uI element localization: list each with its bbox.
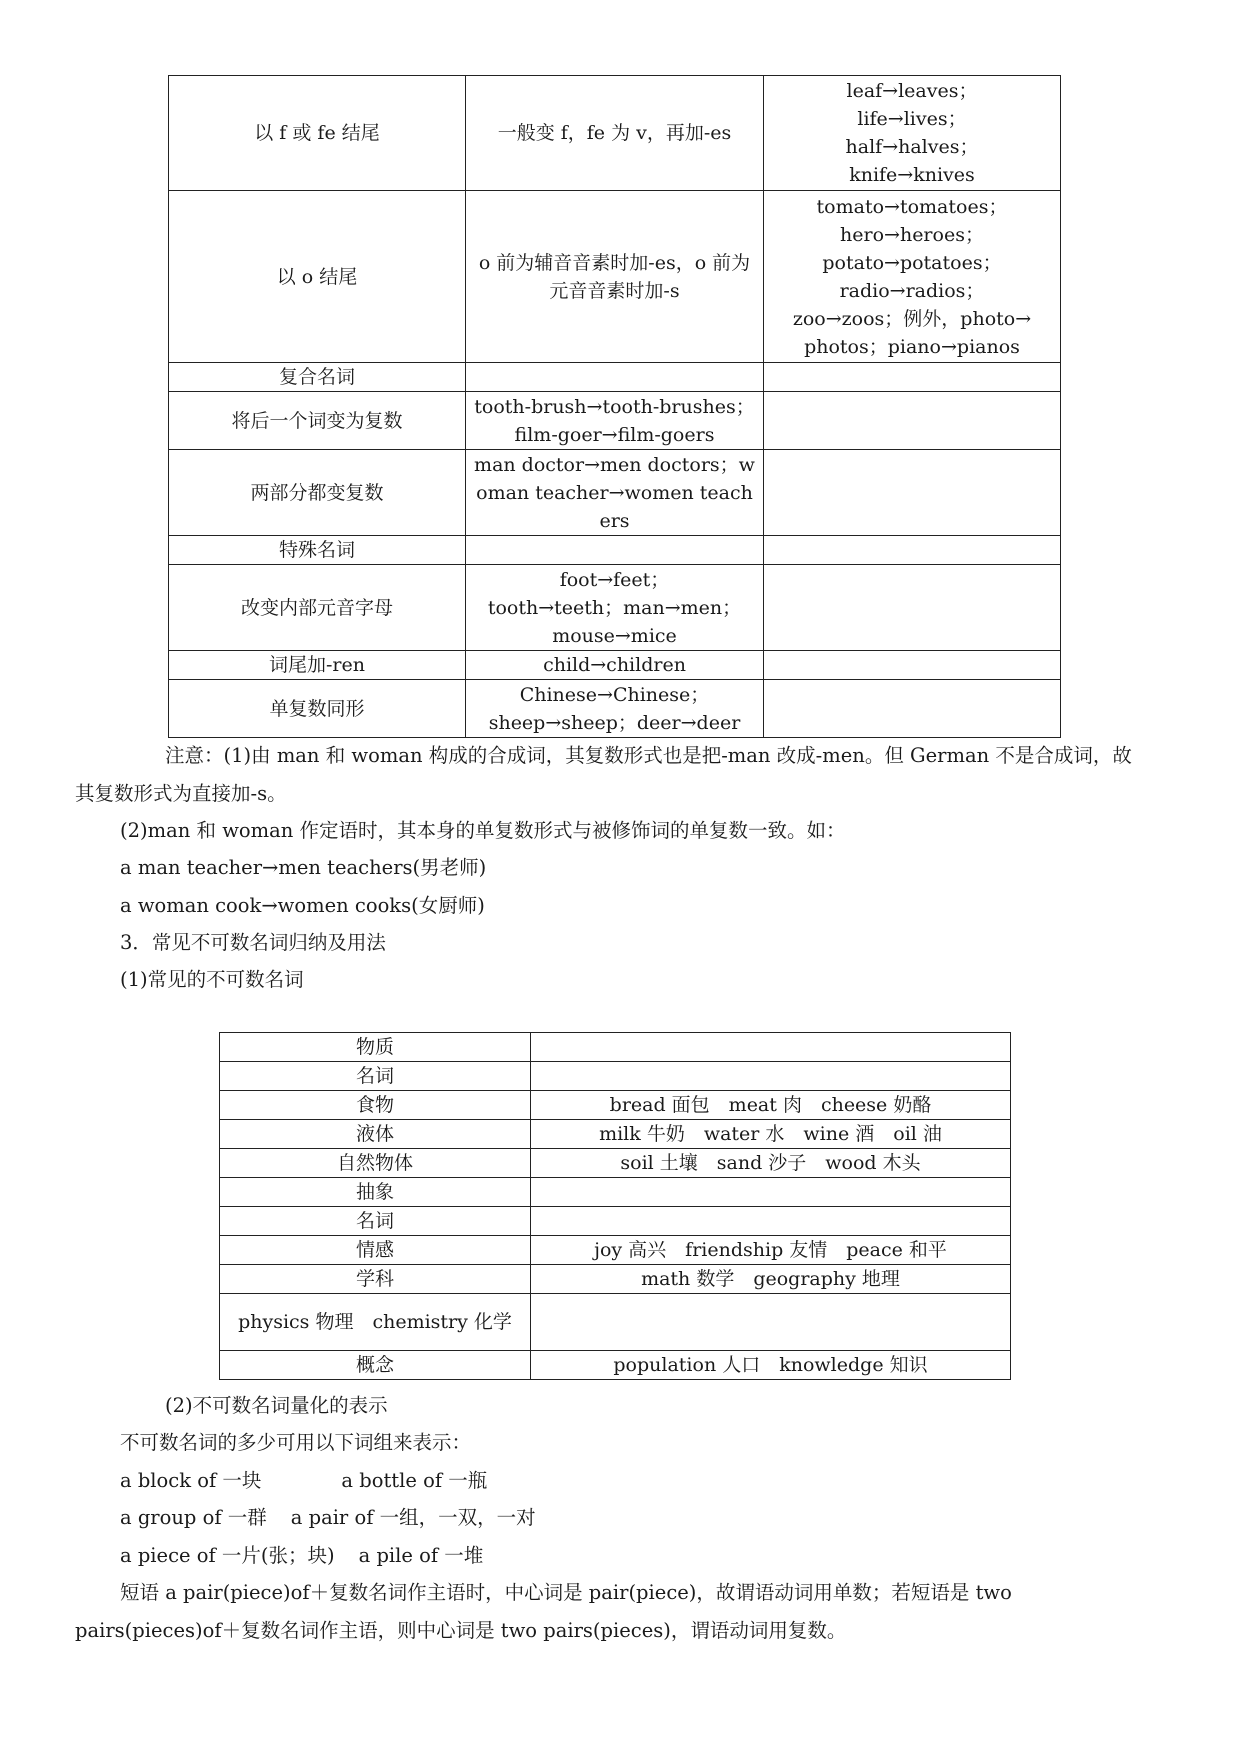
uncountable-table-row-cell-col-2: joy 高兴 friendship 友情 peace 和平: [531, 1236, 1011, 1265]
plural-rules-table: [168, 75, 1061, 738]
uncountable-table-row: [220, 1178, 1011, 1207]
phrase-pile-of: a pile of 一堆: [358, 1544, 484, 1567]
plural-table-row-cell-col-3: [764, 651, 1061, 680]
phrase-group-of: a group of 一群: [120, 1506, 267, 1529]
plural-table-row-cell-col-1: 将后一个词变为复数: [169, 392, 466, 450]
plural-table-row-cell-col-1: 单复数同形: [169, 680, 466, 738]
uncountable-table-row-cell-col-2: [531, 1033, 1011, 1062]
plural-table-row-cell-col-2: [466, 363, 764, 392]
plural-table-row: [169, 392, 1061, 450]
plural-table-row-cell-col-2: man doctor→men doctors；woman teacher→women teachers: [466, 450, 764, 536]
uncountable-table-row-cell-col-2: [531, 1207, 1011, 1236]
uncountable-table-row-cell-col-2: [531, 1062, 1011, 1091]
uncountable-table-row-cell-col-1: 情感: [220, 1236, 531, 1265]
plural-table-row-cell-col-3: [764, 363, 1061, 392]
plural-table-row-cell-col-2: o 前为辅音音素时加-es，o 前为元音音素时加-s: [466, 191, 764, 363]
subsection-1-title: (1)常见的不可数名词: [120, 968, 304, 991]
uncountable-table-row: [220, 1062, 1011, 1091]
plural-table-row-cell-col-2: 一般变 f，fe 为 v，再加-es: [466, 76, 764, 191]
plural-rules-table-body: [169, 76, 1061, 738]
plural-table-row: [169, 680, 1061, 738]
section-3-title: 3．常见不可数名词归纳及用法: [120, 931, 386, 954]
uncountable-nouns-table-body: [220, 1033, 1011, 1380]
uncountable-nouns-table: [219, 1032, 1011, 1380]
subsection-2-title: (2)不可数名词量化的表示: [165, 1394, 388, 1417]
plural-table-row: [169, 565, 1061, 651]
plural-table-row: [169, 450, 1061, 536]
plural-table-row: [169, 363, 1061, 392]
plural-table-row-cell-col-3: tomato→tomatoes； hero→heroes； potato→potatoes； radio→radios； zoo→zoos；例外，photo→ photos；piano→pianos: [764, 191, 1061, 363]
uncountable-table-row-cell-col-1: 物质: [220, 1033, 531, 1062]
example-man-teacher: a man teacher→men teachers(男老师): [120, 856, 487, 879]
plural-table-row-cell-col-2: [466, 536, 764, 565]
plural-table-row-cell-col-3: [764, 450, 1061, 536]
uncountable-table-row: [220, 1091, 1011, 1120]
plural-table-row-cell-col-1: 改变内部元音字母: [169, 565, 466, 651]
phrase-pair-of: a pair of 一组，一双，一对: [290, 1506, 536, 1529]
uncountable-table-row: [220, 1294, 1011, 1351]
uncountable-table-row-cell-col-1: 抽象: [220, 1178, 531, 1207]
note-1-line-2: 其复数形式为直接加-s。: [75, 782, 287, 805]
plural-table-row-cell-col-1: 词尾加-ren: [169, 651, 466, 680]
phrase-block-of: a block of 一块: [120, 1469, 262, 1492]
uncountable-table-row: [220, 1265, 1011, 1294]
uncountable-table-row-cell-col-1: 概念: [220, 1351, 531, 1380]
uncountable-table-row-cell-col-2: milk 牛奶 water 水 wine 酒 oil 油: [531, 1120, 1011, 1149]
note-2: (2)man 和 woman 作定语时，其本身的单复数形式与被修饰词的单复数一致。如：: [120, 819, 846, 842]
uncountable-table-row-cell-col-1: 名词: [220, 1207, 531, 1236]
plural-table-row-cell-col-2: child→children: [466, 651, 764, 680]
plural-table-row-cell-col-1: 特殊名词: [169, 536, 466, 565]
phrase-piece-of: a piece of 一片(张；块): [120, 1544, 335, 1567]
plural-table-row: [169, 191, 1061, 363]
plural-table-row-cell-col-3: [764, 536, 1061, 565]
plural-table-row-cell-col-1: 复合名词: [169, 363, 466, 392]
plural-table-row-cell-col-1: 以 f 或 fe 结尾: [169, 76, 466, 191]
plural-table-row-cell-col-3: [764, 392, 1061, 450]
uncountable-table-row: [220, 1236, 1011, 1265]
phrase-bottle-of: a bottle of 一瓶: [341, 1469, 488, 1492]
example-woman-cook: a woman cook→women cooks(女厨师): [120, 894, 485, 917]
agreement-rule-line-2: pairs(pieces)of＋复数名词作主语，则中心词是 two pairs(pieces)，谓语动词用复数。: [75, 1619, 847, 1642]
plural-table-row-cell-col-1: 两部分都变复数: [169, 450, 466, 536]
uncountable-table-row-cell-col-2: population 人口 knowledge 知识: [531, 1351, 1011, 1380]
uncountable-table-row: [220, 1033, 1011, 1062]
quantity-phrase-row-3: [120, 1541, 483, 1571]
plural-table-row: [169, 76, 1061, 191]
quantity-intro: 不可数名词的多少可用以下词组来表示：: [120, 1431, 472, 1454]
quantity-phrase-row-1: [120, 1466, 487, 1496]
uncountable-table-row-cell-col-1: 名词: [220, 1062, 531, 1091]
uncountable-table-row: [220, 1351, 1011, 1380]
agreement-rule-line-1: 短语 a pair(piece)of＋复数名词作主语时，中心词是 pair(piece)，故谓语动词用单数；若短语是 two: [120, 1581, 1012, 1604]
uncountable-table-row: [220, 1149, 1011, 1178]
plural-table-row: [169, 536, 1061, 565]
plural-table-row-cell-col-3: [764, 680, 1061, 738]
uncountable-table-row-cell-col-2: bread 面包 meat 肉 cheese 奶酪: [531, 1091, 1011, 1120]
uncountable-table-row-cell-col-1: 食物: [220, 1091, 531, 1120]
uncountable-table-row-cell-col-2: [531, 1294, 1011, 1351]
quantity-phrase-row-2: [120, 1503, 536, 1533]
uncountable-table-row: [220, 1120, 1011, 1149]
uncountable-table-row-cell-col-2: soil 土壤 sand 沙子 wood 木头: [531, 1149, 1011, 1178]
uncountable-table-row-cell-col-1: 液体: [220, 1120, 531, 1149]
uncountable-table-row-cell-col-2: [531, 1178, 1011, 1207]
plural-table-row-cell-col-3: leaf→leaves； life→lives； half→halves； knife→knives: [764, 76, 1061, 191]
uncountable-table-row-cell-col-2: math 数学 geography 地理: [531, 1265, 1011, 1294]
plural-table-row-cell-col-3: [764, 565, 1061, 651]
uncountable-table-row-cell-col-1: 学科: [220, 1265, 531, 1294]
uncountable-table-row-cell-col-1: 自然物体: [220, 1149, 531, 1178]
plural-table-row-cell-col-2: Chinese→Chinese； sheep→sheep；deer→deer: [466, 680, 764, 738]
plural-table-row-cell-col-2: foot→feet； tooth→teeth；man→men； mouse→mice: [466, 565, 764, 651]
uncountable-table-row: [220, 1207, 1011, 1236]
plural-table-row-cell-col-1: 以 o 结尾: [169, 191, 466, 363]
uncountable-table-row-cell-col-1: physics 物理 chemistry 化学: [220, 1294, 531, 1351]
plural-table-row: [169, 651, 1061, 680]
note-1-line-1: 注意：(1)由 man 和 woman 构成的合成词，其复数形式也是把-man 改成-men。但 German 不是合成词，故: [165, 744, 1132, 767]
plural-table-row-cell-col-2: tooth-brush→tooth-brushes；film-goer→film-goers: [466, 392, 764, 450]
